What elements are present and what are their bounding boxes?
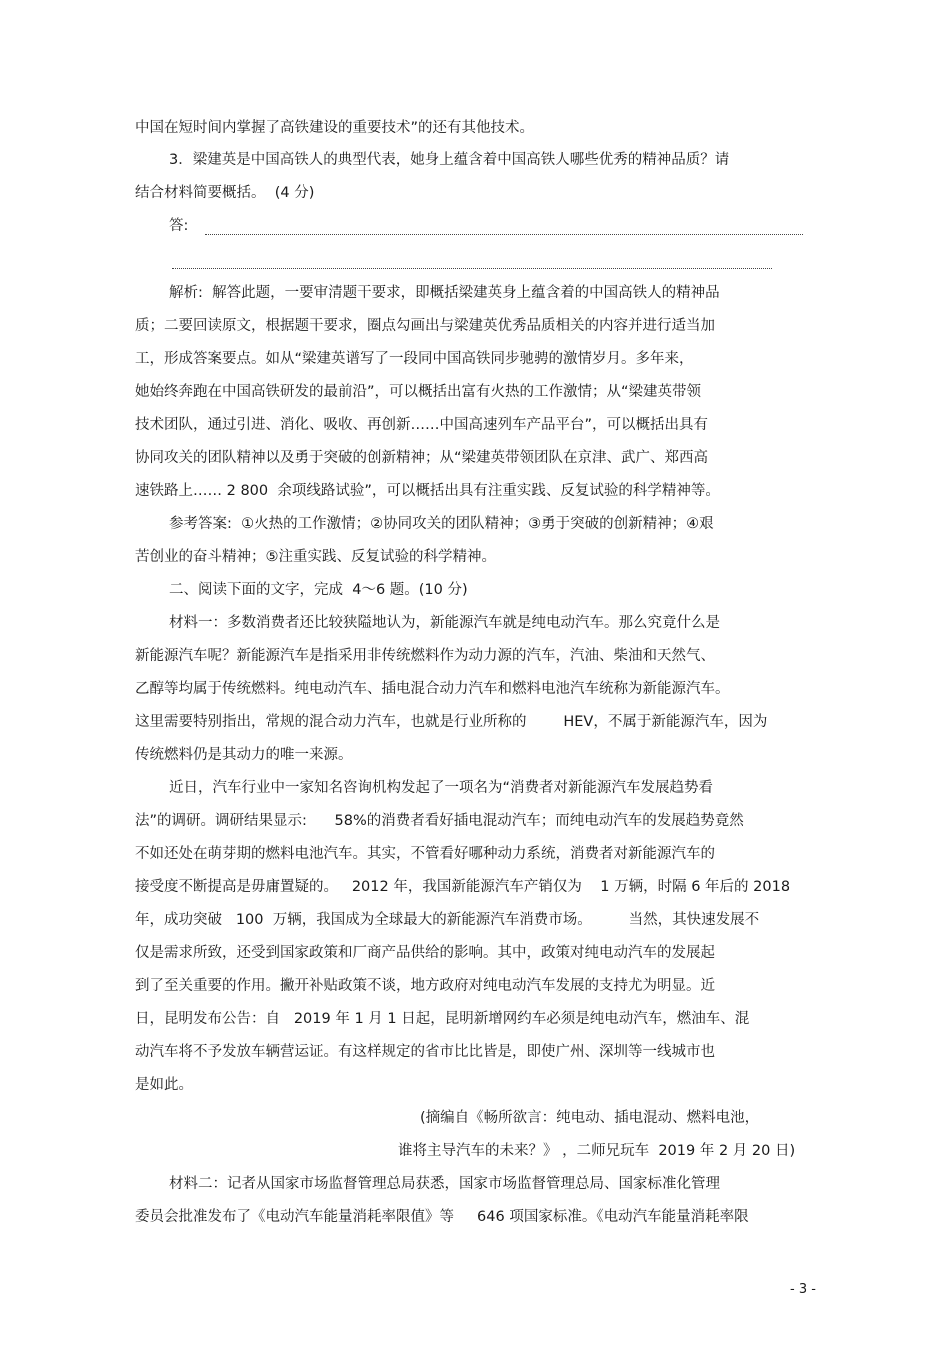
text-line: 中国在短时间内掌握了高铁建设的重要技术”的还有其他技术。: [135, 120, 535, 136]
material-line: 新能源汽车呢？新能源汽车是指采用非传统燃料作为动力源的汽车，汽油、柴油和天然气、: [135, 648, 715, 664]
analysis-line: 她始终奔跑在中国高铁研发的最前沿”，可以概括出富有火热的工作激情；从“梁建英带领: [135, 384, 702, 400]
answer-blank-line: [205, 234, 803, 235]
reference-answer-line: 参考答案: ①火热的工作激情；②协同攻关的团队精神；③勇于突破的创新精神；④艰: [169, 516, 714, 532]
material-line: 不如还处在萌芽期的燃料电池汽车。其实，不管看好哪种动力系统，消费者对新能源汽车的: [135, 846, 715, 862]
analysis-line: 技术团队，通过引进、消化、吸收、再创新……中国高速列车产品平台”，可以概括出具有: [135, 417, 709, 433]
section-heading: 二、阅读下面的文字，完成 4～6 题。(10 分): [169, 582, 468, 598]
source-citation: (摘编自《畅所欲言：纯电动、插电混动、燃料电池，: [420, 1110, 760, 1126]
analysis-line: 工，形成答案要点。如从“梁建英谱写了一段同中国高铁同步驰骋的激情岁月。多年来，: [135, 351, 694, 367]
material-line: 日，昆明发布公告：自 2019 年 1 月 1 日起，昆明新增网约车必须是纯电动汽车，燃油车、混: [135, 1011, 750, 1027]
material-line: 接受度不断提高是毋庸置疑的。 2012 年，我国新能源汽车产销仅为 1 万辆，时隔 6 年后的 2018: [135, 879, 791, 895]
material-line: 仅是需求所致，还受到国家政策和厂商产品供给的影响。其中，政策对纯电动汽车的发展起: [135, 945, 715, 961]
material-line: 材料一：多数消费者还比较狭隘地认为，新能源汽车就是纯电动汽车。那么究竟什么是: [169, 615, 720, 631]
material-line: 委员会批准发布了《电动汽车能量消耗率限值》等 646 项国家标准。《电动汽车能量消耗率限: [135, 1209, 749, 1225]
material-line: 法”的调研。调研结果显示: 58%的消费者看好插电混动汽车；而纯电动汽车的发展趋势竟然: [135, 813, 744, 829]
question-3-line-2: 结合材料简要概括。 (4 分): [135, 185, 315, 201]
material-line: 乙醇等均属于传统燃料。纯电动汽车、插电混合动力汽车和燃料电池汽车统称为新能源汽车。: [135, 681, 730, 697]
material-line: 近日，汽车行业中一家知名咨询机构发起了一项名为“消费者对新能源汽车发展趋势看: [169, 780, 714, 796]
material-line: 到了至关重要的作用。撇开补贴政策不谈，地方政府对纯电动汽车发展的支持尤为明显。近: [135, 978, 715, 994]
source-citation: 谁将主导汽车的未来？》 ，二师兄玩车 2019 年 2 月 20 日): [398, 1143, 796, 1159]
material-line: 传统燃料仍是其动力的唯一来源。: [135, 747, 353, 763]
material-line: 材料二：记者从国家市场监督管理总局获悉，国家市场监督管理总局、国家标准化管理: [169, 1176, 720, 1192]
material-line: 年，成功突破 100 万辆，我国成为全球最大的新能源汽车消费市场。 当然，其快速发展不: [135, 912, 760, 928]
page-number: - 3 -: [790, 1282, 816, 1297]
material-line: 这里需要特别指出，常规的混合动力汽车，也就是行业所称的 HEV，不属于新能源汽车，因为: [135, 714, 768, 730]
answer-blank-line: [172, 268, 772, 269]
analysis-line: 质；二要回读原文，根据题干要求，圈点勾画出与梁建英优秀品质相关的内容并进行适当加: [135, 318, 715, 334]
material-line: 动汽车将不予发放车辆营运证。有这样规定的省市比比皆是，即使广州、深圳等一线城市也: [135, 1044, 715, 1060]
analysis-line: 协同攻关的团队精神以及勇于突破的创新精神；从“梁建英带领团队在京津、武广、郑西高: [135, 450, 709, 466]
material-line: 是如此。: [135, 1077, 193, 1093]
analysis-line: 速铁路上…… 2 800 余项线路试验”，可以概括出具有注重实践、反复试验的科学精神等。: [135, 483, 720, 499]
answer-label: 答:: [169, 218, 189, 234]
question-3-line-1: 3．梁建英是中国高铁人的典型代表，她身上蕴含着中国高铁人哪些优秀的精神品质？请: [169, 152, 730, 168]
reference-answer-line: 苦创业的奋斗精神；⑤注重实践、反复试验的科学精神。: [135, 549, 496, 565]
analysis-line: 解析: 解答此题，一要审清题干要求，即概括梁建英身上蕴含着的中国高铁人的精神品: [169, 285, 720, 301]
